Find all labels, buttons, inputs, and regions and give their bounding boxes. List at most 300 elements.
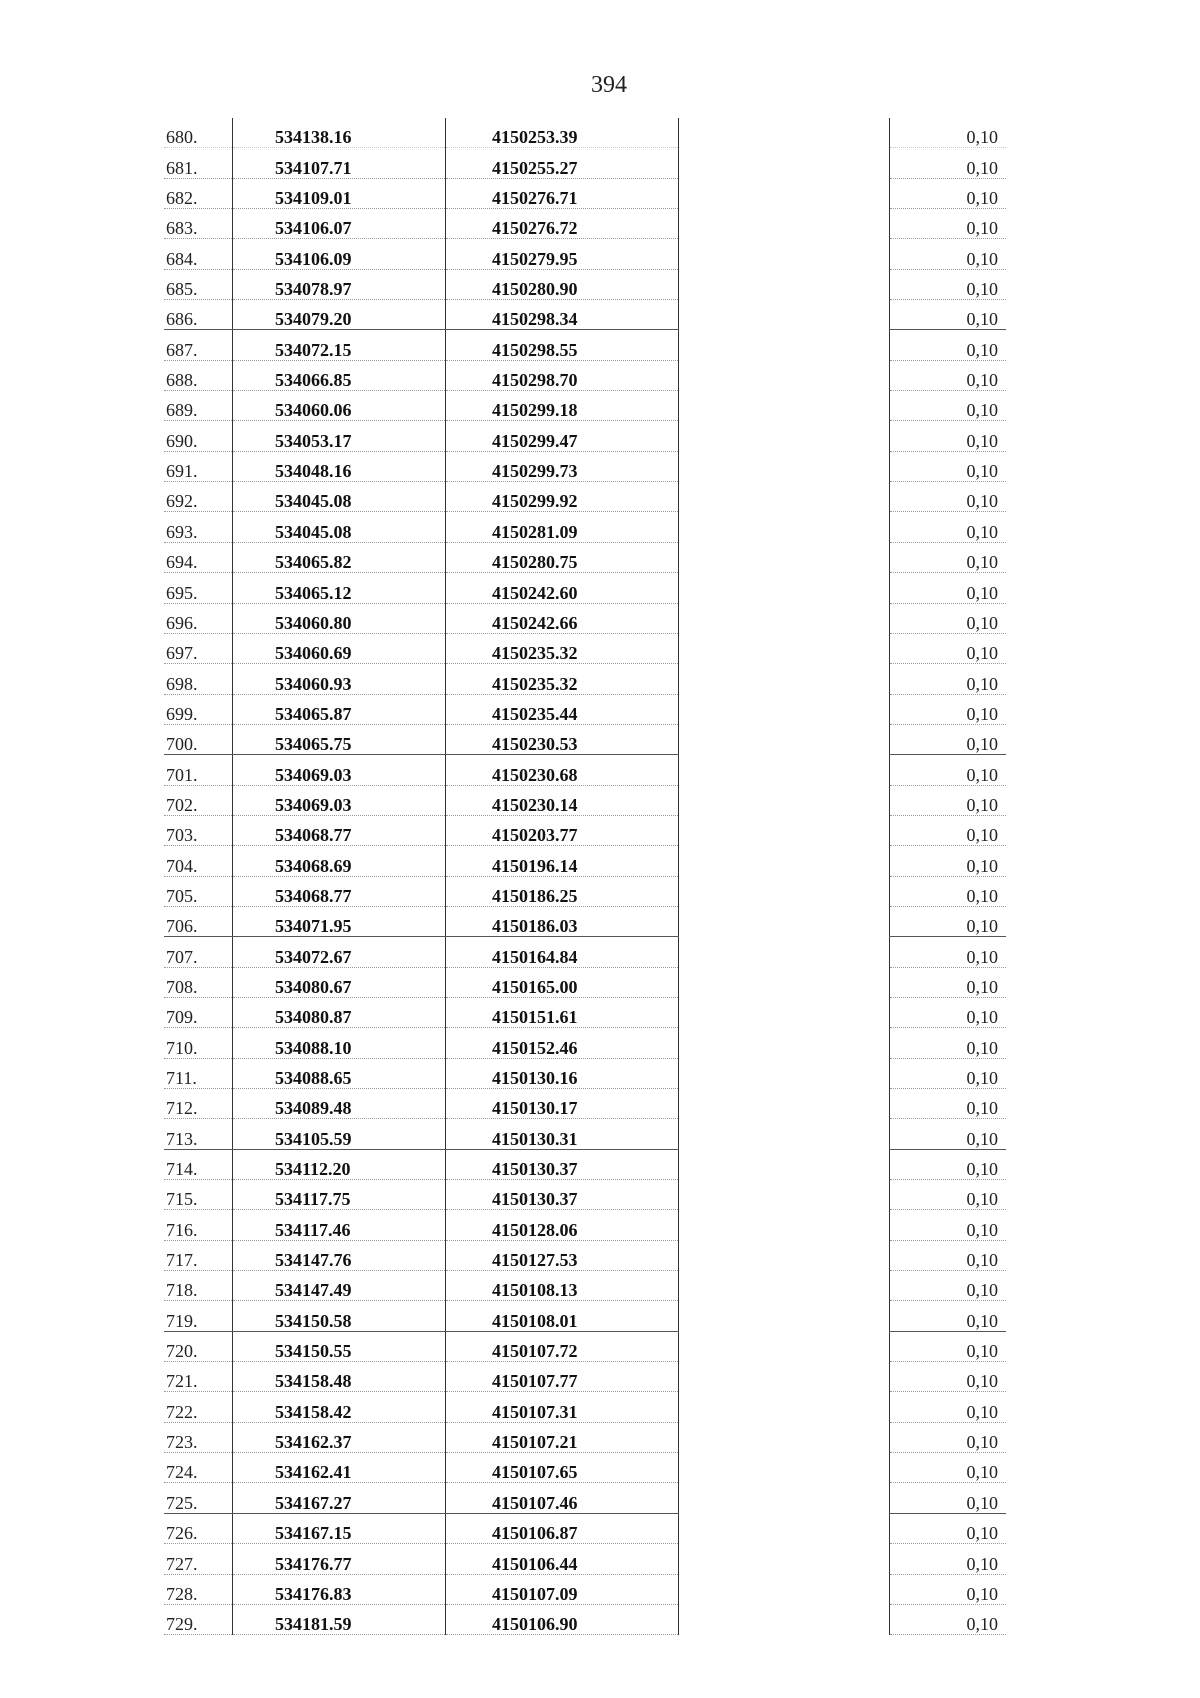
table-row <box>164 178 1006 208</box>
x-coordinate-cell: 534053.17 <box>233 421 446 451</box>
point-number-cell: 719. <box>164 1301 233 1331</box>
value-cell: 0,10 <box>890 1180 1007 1210</box>
value-cell: 0,10 <box>890 512 1007 542</box>
coordinates-table <box>164 118 1006 1635</box>
point-number-cell: 701. <box>164 755 233 785</box>
value-cell: 0,10 <box>890 633 1007 663</box>
point-number-cell: 691. <box>164 451 233 481</box>
point-number-cell: 708. <box>164 967 233 997</box>
point-number-cell: 707. <box>164 937 233 967</box>
x-coordinate-cell: 534060.80 <box>233 603 446 633</box>
empty-column-cell <box>679 1422 890 1452</box>
y-coordinate-cell: 4150235.32 <box>446 664 679 694</box>
point-number-cell: 700. <box>164 724 233 754</box>
value-cell: 0,10 <box>890 269 1007 299</box>
y-coordinate-cell: 4150107.46 <box>446 1483 679 1513</box>
value-cell: 0,10 <box>890 148 1007 178</box>
table-row <box>164 1240 1006 1270</box>
point-number-cell: 698. <box>164 664 233 694</box>
y-coordinate-cell: 4150281.09 <box>446 512 679 542</box>
point-number-cell: 723. <box>164 1422 233 1452</box>
value-cell: 0,10 <box>890 876 1007 906</box>
table-row <box>164 451 1006 481</box>
x-coordinate-cell: 534106.09 <box>233 239 446 269</box>
y-coordinate-cell: 4150107.21 <box>446 1422 679 1452</box>
empty-column-cell <box>679 1604 890 1634</box>
empty-column-cell <box>679 1089 890 1119</box>
table-row <box>164 1362 1006 1392</box>
point-number-cell: 729. <box>164 1604 233 1634</box>
x-coordinate-cell: 534089.48 <box>233 1089 446 1119</box>
empty-column-cell <box>679 178 890 208</box>
value-cell: 0,10 <box>890 239 1007 269</box>
x-coordinate-cell: 534167.15 <box>233 1513 446 1543</box>
point-number-cell: 699. <box>164 694 233 724</box>
table-row <box>164 482 1006 512</box>
table-row <box>164 1058 1006 1088</box>
empty-column-cell <box>679 239 890 269</box>
empty-column-cell <box>679 633 890 663</box>
empty-column-cell <box>679 1119 890 1149</box>
empty-column-cell <box>679 1574 890 1604</box>
empty-column-cell <box>679 603 890 633</box>
y-coordinate-cell: 4150255.27 <box>446 148 679 178</box>
y-coordinate-cell: 4150242.60 <box>446 573 679 603</box>
empty-column-cell <box>679 482 890 512</box>
point-number-cell: 681. <box>164 148 233 178</box>
table-row <box>164 785 1006 815</box>
x-coordinate-cell: 534069.03 <box>233 755 446 785</box>
y-coordinate-cell: 4150235.44 <box>446 694 679 724</box>
value-cell: 0,10 <box>890 1210 1007 1240</box>
y-coordinate-cell: 4150107.72 <box>446 1331 679 1361</box>
table-row <box>164 1331 1006 1361</box>
value-cell: 0,10 <box>890 694 1007 724</box>
point-number-cell: 722. <box>164 1392 233 1422</box>
y-coordinate-cell: 4150186.03 <box>446 906 679 936</box>
y-coordinate-cell: 4150130.17 <box>446 1089 679 1119</box>
x-coordinate-cell: 534162.37 <box>233 1422 446 1452</box>
point-number-cell: 718. <box>164 1271 233 1301</box>
empty-column-cell <box>679 451 890 481</box>
y-coordinate-cell: 4150130.37 <box>446 1149 679 1179</box>
value-cell: 0,10 <box>890 906 1007 936</box>
y-coordinate-cell: 4150253.39 <box>446 118 679 148</box>
table-row <box>164 360 1006 390</box>
empty-column-cell <box>679 664 890 694</box>
value-cell: 0,10 <box>890 300 1007 330</box>
table-row <box>164 1453 1006 1483</box>
x-coordinate-cell: 534060.93 <box>233 664 446 694</box>
y-coordinate-cell: 4150108.01 <box>446 1301 679 1331</box>
table-row <box>164 1483 1006 1513</box>
value-cell: 0,10 <box>890 1392 1007 1422</box>
empty-column-cell <box>679 1301 890 1331</box>
point-number-cell: 713. <box>164 1119 233 1149</box>
point-number-cell: 680. <box>164 118 233 148</box>
x-coordinate-cell: 534068.77 <box>233 815 446 845</box>
y-coordinate-cell: 4150230.53 <box>446 724 679 754</box>
point-number-cell: 717. <box>164 1240 233 1270</box>
x-coordinate-cell: 534167.27 <box>233 1483 446 1513</box>
value-cell: 0,10 <box>890 937 1007 967</box>
value-cell: 0,10 <box>890 1119 1007 1149</box>
value-cell: 0,10 <box>890 1544 1007 1574</box>
x-coordinate-cell: 534147.76 <box>233 1240 446 1270</box>
point-number-cell: 695. <box>164 573 233 603</box>
table-row <box>164 300 1006 330</box>
value-cell: 0,10 <box>890 360 1007 390</box>
x-coordinate-cell: 534138.16 <box>233 118 446 148</box>
value-cell: 0,10 <box>890 664 1007 694</box>
y-coordinate-cell: 4150299.73 <box>446 451 679 481</box>
value-cell: 0,10 <box>890 603 1007 633</box>
table-row <box>164 724 1006 754</box>
x-coordinate-cell: 534065.75 <box>233 724 446 754</box>
table-row <box>164 269 1006 299</box>
x-coordinate-cell: 534080.67 <box>233 967 446 997</box>
coordinates-table-body <box>164 118 1006 1635</box>
table-row <box>164 573 1006 603</box>
table-row <box>164 512 1006 542</box>
y-coordinate-cell: 4150108.13 <box>446 1271 679 1301</box>
value-cell: 0,10 <box>890 1240 1007 1270</box>
point-number-cell: 702. <box>164 785 233 815</box>
table-row <box>164 815 1006 845</box>
y-coordinate-cell: 4150107.09 <box>446 1574 679 1604</box>
x-coordinate-cell: 534150.55 <box>233 1331 446 1361</box>
y-coordinate-cell: 4150196.14 <box>446 846 679 876</box>
value-cell: 0,10 <box>890 1453 1007 1483</box>
y-coordinate-cell: 4150298.34 <box>446 300 679 330</box>
point-number-cell: 705. <box>164 876 233 906</box>
x-coordinate-cell: 534107.71 <box>233 148 446 178</box>
table-row <box>164 876 1006 906</box>
point-number-cell: 703. <box>164 815 233 845</box>
empty-column-cell <box>679 1453 890 1483</box>
empty-column-cell <box>679 330 890 360</box>
empty-column-cell <box>679 1180 890 1210</box>
x-coordinate-cell: 534105.59 <box>233 1119 446 1149</box>
empty-column-cell <box>679 421 890 451</box>
empty-column-cell <box>679 755 890 785</box>
empty-column-cell <box>679 1271 890 1301</box>
table-row <box>164 118 1006 148</box>
value-cell: 0,10 <box>890 785 1007 815</box>
table-row <box>164 1513 1006 1543</box>
empty-column-cell <box>679 1331 890 1361</box>
y-coordinate-cell: 4150280.90 <box>446 269 679 299</box>
point-number-cell: 685. <box>164 269 233 299</box>
y-coordinate-cell: 4150107.31 <box>446 1392 679 1422</box>
value-cell: 0,10 <box>890 1301 1007 1331</box>
empty-column-cell <box>679 209 890 239</box>
x-coordinate-cell: 534117.46 <box>233 1210 446 1240</box>
empty-column-cell <box>679 1544 890 1574</box>
point-number-cell: 716. <box>164 1210 233 1240</box>
point-number-cell: 689. <box>164 391 233 421</box>
point-number-cell: 726. <box>164 1513 233 1543</box>
value-cell: 0,10 <box>890 330 1007 360</box>
x-coordinate-cell: 534071.95 <box>233 906 446 936</box>
x-coordinate-cell: 534048.16 <box>233 451 446 481</box>
y-coordinate-cell: 4150130.16 <box>446 1058 679 1088</box>
x-coordinate-cell: 534158.48 <box>233 1362 446 1392</box>
y-coordinate-cell: 4150152.46 <box>446 1028 679 1058</box>
empty-column-cell <box>679 118 890 148</box>
empty-column-cell <box>679 1149 890 1179</box>
empty-column-cell <box>679 573 890 603</box>
empty-column-cell <box>679 1028 890 1058</box>
value-cell: 0,10 <box>890 1604 1007 1634</box>
table-row <box>164 633 1006 663</box>
y-coordinate-cell: 4150186.25 <box>446 876 679 906</box>
table-row <box>164 1604 1006 1634</box>
x-coordinate-cell: 534112.20 <box>233 1149 446 1179</box>
point-number-cell: 683. <box>164 209 233 239</box>
empty-column-cell <box>679 269 890 299</box>
table-row <box>164 542 1006 572</box>
empty-column-cell <box>679 876 890 906</box>
empty-column-cell <box>679 1513 890 1543</box>
x-coordinate-cell: 534065.82 <box>233 542 446 572</box>
x-coordinate-cell: 534158.42 <box>233 1392 446 1422</box>
value-cell: 0,10 <box>890 1422 1007 1452</box>
point-number-cell: 728. <box>164 1574 233 1604</box>
page-number: 394 <box>591 72 627 98</box>
point-number-cell: 720. <box>164 1331 233 1361</box>
point-number-cell: 684. <box>164 239 233 269</box>
y-coordinate-cell: 4150106.90 <box>446 1604 679 1634</box>
x-coordinate-cell: 534162.41 <box>233 1453 446 1483</box>
x-coordinate-cell: 534147.49 <box>233 1271 446 1301</box>
table-row <box>164 967 1006 997</box>
y-coordinate-cell: 4150298.55 <box>446 330 679 360</box>
y-coordinate-cell: 4150299.92 <box>446 482 679 512</box>
empty-column-cell <box>679 694 890 724</box>
point-number-cell: 709. <box>164 997 233 1027</box>
table-row <box>164 1180 1006 1210</box>
y-coordinate-cell: 4150151.61 <box>446 997 679 1027</box>
value-cell: 0,10 <box>890 421 1007 451</box>
x-coordinate-cell: 534181.59 <box>233 1604 446 1634</box>
empty-column-cell <box>679 512 890 542</box>
x-coordinate-cell: 534060.06 <box>233 391 446 421</box>
empty-column-cell <box>679 997 890 1027</box>
table-row <box>164 1028 1006 1058</box>
table-row <box>164 1119 1006 1149</box>
empty-column-cell <box>679 1058 890 1088</box>
y-coordinate-cell: 4150107.65 <box>446 1453 679 1483</box>
point-number-cell: 706. <box>164 906 233 936</box>
table-row <box>164 755 1006 785</box>
x-coordinate-cell: 534069.03 <box>233 785 446 815</box>
value-cell: 0,10 <box>890 178 1007 208</box>
x-coordinate-cell: 534079.20 <box>233 300 446 330</box>
point-number-cell: 682. <box>164 178 233 208</box>
table-row <box>164 1271 1006 1301</box>
point-number-cell: 687. <box>164 330 233 360</box>
value-cell: 0,10 <box>890 1483 1007 1513</box>
y-coordinate-cell: 4150242.66 <box>446 603 679 633</box>
empty-column-cell <box>679 148 890 178</box>
y-coordinate-cell: 4150203.77 <box>446 815 679 845</box>
table-row <box>164 664 1006 694</box>
empty-column-cell <box>679 1210 890 1240</box>
table-row <box>164 1210 1006 1240</box>
point-number-cell: 694. <box>164 542 233 572</box>
value-cell: 0,10 <box>890 482 1007 512</box>
x-coordinate-cell: 534088.10 <box>233 1028 446 1058</box>
value-cell: 0,10 <box>890 997 1007 1027</box>
empty-column-cell <box>679 906 890 936</box>
empty-column-cell <box>679 300 890 330</box>
y-coordinate-cell: 4150299.18 <box>446 391 679 421</box>
table-row <box>164 603 1006 633</box>
y-coordinate-cell: 4150107.77 <box>446 1362 679 1392</box>
x-coordinate-cell: 534109.01 <box>233 178 446 208</box>
x-coordinate-cell: 534078.97 <box>233 269 446 299</box>
x-coordinate-cell: 534068.69 <box>233 846 446 876</box>
empty-column-cell <box>679 937 890 967</box>
y-coordinate-cell: 4150164.84 <box>446 937 679 967</box>
table-row <box>164 1301 1006 1331</box>
point-number-cell: 725. <box>164 1483 233 1513</box>
point-number-cell: 696. <box>164 603 233 633</box>
value-cell: 0,10 <box>890 755 1007 785</box>
x-coordinate-cell: 534150.58 <box>233 1301 446 1331</box>
y-coordinate-cell: 4150130.37 <box>446 1180 679 1210</box>
x-coordinate-cell: 534106.07 <box>233 209 446 239</box>
point-number-cell: 712. <box>164 1089 233 1119</box>
table-row <box>164 937 1006 967</box>
table-row <box>164 148 1006 178</box>
y-coordinate-cell: 4150276.71 <box>446 178 679 208</box>
x-coordinate-cell: 534080.87 <box>233 997 446 1027</box>
x-coordinate-cell: 534068.77 <box>233 876 446 906</box>
y-coordinate-cell: 4150299.47 <box>446 421 679 451</box>
table-row <box>164 1149 1006 1179</box>
value-cell: 0,10 <box>890 1028 1007 1058</box>
value-cell: 0,10 <box>890 1362 1007 1392</box>
value-cell: 0,10 <box>890 573 1007 603</box>
point-number-cell: 688. <box>164 360 233 390</box>
point-number-cell: 704. <box>164 846 233 876</box>
point-number-cell: 692. <box>164 482 233 512</box>
y-coordinate-cell: 4150128.06 <box>446 1210 679 1240</box>
empty-column-cell <box>679 391 890 421</box>
table-row <box>164 1089 1006 1119</box>
value-cell: 0,10 <box>890 209 1007 239</box>
value-cell: 0,10 <box>890 724 1007 754</box>
value-cell: 0,10 <box>890 846 1007 876</box>
x-coordinate-cell: 534088.65 <box>233 1058 446 1088</box>
y-coordinate-cell: 4150165.00 <box>446 967 679 997</box>
point-number-cell: 715. <box>164 1180 233 1210</box>
empty-column-cell <box>679 785 890 815</box>
table-row <box>164 239 1006 269</box>
y-coordinate-cell: 4150130.31 <box>446 1119 679 1149</box>
empty-column-cell <box>679 724 890 754</box>
value-cell: 0,10 <box>890 815 1007 845</box>
x-coordinate-cell: 534072.67 <box>233 937 446 967</box>
x-coordinate-cell: 534066.85 <box>233 360 446 390</box>
x-coordinate-cell: 534065.12 <box>233 573 446 603</box>
x-coordinate-cell: 534117.75 <box>233 1180 446 1210</box>
point-number-cell: 710. <box>164 1028 233 1058</box>
empty-column-cell <box>679 1392 890 1422</box>
table-row <box>164 906 1006 936</box>
x-coordinate-cell: 534072.15 <box>233 330 446 360</box>
value-cell: 0,10 <box>890 542 1007 572</box>
value-cell: 0,10 <box>890 1331 1007 1361</box>
value-cell: 0,10 <box>890 1574 1007 1604</box>
empty-column-cell <box>679 1483 890 1513</box>
y-coordinate-cell: 4150279.95 <box>446 239 679 269</box>
y-coordinate-cell: 4150276.72 <box>446 209 679 239</box>
point-number-cell: 727. <box>164 1544 233 1574</box>
value-cell: 0,10 <box>890 967 1007 997</box>
empty-column-cell <box>679 846 890 876</box>
table-row <box>164 1392 1006 1422</box>
empty-column-cell <box>679 1240 890 1270</box>
value-cell: 0,10 <box>890 1058 1007 1088</box>
table-row <box>164 1574 1006 1604</box>
y-coordinate-cell: 4150127.53 <box>446 1240 679 1270</box>
point-number-cell: 714. <box>164 1149 233 1179</box>
x-coordinate-cell: 534045.08 <box>233 482 446 512</box>
x-coordinate-cell: 534060.69 <box>233 633 446 663</box>
x-coordinate-cell: 534065.87 <box>233 694 446 724</box>
y-coordinate-cell: 4150235.32 <box>446 633 679 663</box>
empty-column-cell <box>679 1362 890 1392</box>
y-coordinate-cell: 4150280.75 <box>446 542 679 572</box>
table-row <box>164 1544 1006 1574</box>
empty-column-cell <box>679 967 890 997</box>
table-row <box>164 421 1006 451</box>
x-coordinate-cell: 534176.77 <box>233 1544 446 1574</box>
x-coordinate-cell: 534176.83 <box>233 1574 446 1604</box>
point-number-cell: 686. <box>164 300 233 330</box>
empty-column-cell <box>679 815 890 845</box>
value-cell: 0,10 <box>890 451 1007 481</box>
x-coordinate-cell: 534045.08 <box>233 512 446 542</box>
value-cell: 0,10 <box>890 1149 1007 1179</box>
y-coordinate-cell: 4150298.70 <box>446 360 679 390</box>
table-row <box>164 997 1006 1027</box>
point-number-cell: 693. <box>164 512 233 542</box>
y-coordinate-cell: 4150106.87 <box>446 1513 679 1543</box>
table-row <box>164 330 1006 360</box>
table-row <box>164 1422 1006 1452</box>
point-number-cell: 724. <box>164 1453 233 1483</box>
value-cell: 0,10 <box>890 1513 1007 1543</box>
y-coordinate-cell: 4150230.14 <box>446 785 679 815</box>
value-cell: 0,10 <box>890 1089 1007 1119</box>
y-coordinate-cell: 4150106.44 <box>446 1544 679 1574</box>
table-row <box>164 209 1006 239</box>
point-number-cell: 711. <box>164 1058 233 1088</box>
value-cell: 0,10 <box>890 118 1007 148</box>
point-number-cell: 697. <box>164 633 233 663</box>
value-cell: 0,10 <box>890 391 1007 421</box>
table-row <box>164 846 1006 876</box>
table-row <box>164 391 1006 421</box>
y-coordinate-cell: 4150230.68 <box>446 755 679 785</box>
point-number-cell: 690. <box>164 421 233 451</box>
empty-column-cell <box>679 542 890 572</box>
point-number-cell: 721. <box>164 1362 233 1392</box>
